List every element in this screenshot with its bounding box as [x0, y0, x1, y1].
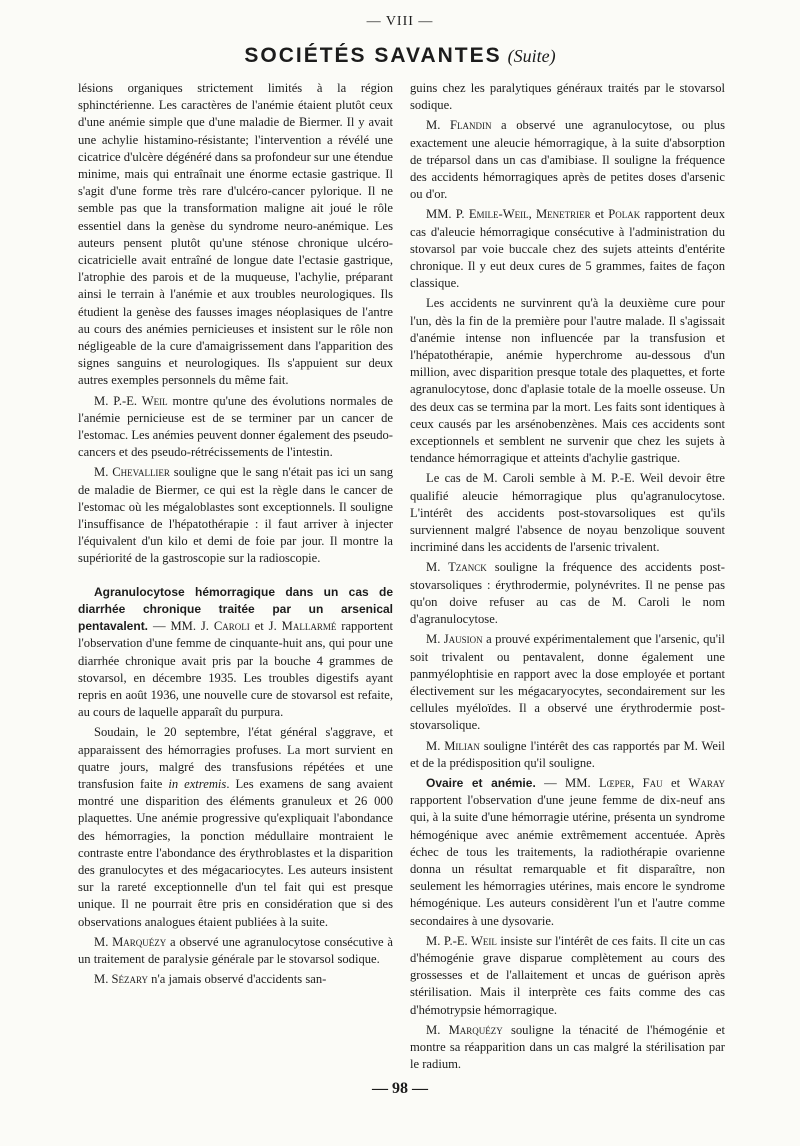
paragraph-text: a observé une agranulocytose consécutive à un traitement de paralysie générale par le stovarsol sodique.: [78, 934, 393, 966]
author-name: M. Marquézy: [94, 934, 167, 949]
article-heading: Agranulocytose hémorragique dans un cas de diarrhée chronique traitée par un arsenical pentavalent.: [78, 584, 393, 634]
author-name: M. Sézary: [94, 972, 148, 987]
article-paragraph: [410, 775, 725, 930]
text: et J.: [249, 619, 282, 634]
paragraph-text: souligne la fréquence des accidents post-stovarsoliques : érythrodermie, polynévrites. Il ne pense pas qu'on doive refuser au cas de M. Caroli le nom d'agranulocytose.: [410, 560, 725, 627]
author-name: Caroli: [213, 619, 250, 634]
paragraph-text: souligne que le sang n'était pas ici un sang de maladie de Biermer, ce qui est la règle dans le cancer de l'estomac où les mégaloblastes sont exceptionnels. Il souligne l'insuffisance de l'hépatothérapie : il faut arriver à injecter l'équivalent d'un kilo et demi de foie par jour. Il montre la supériorité de la gastroscopie sur la radioscopie.: [78, 465, 393, 566]
author-name: Mallarmé: [281, 619, 337, 634]
author-name: M. Flandin: [426, 118, 492, 133]
author-name: Waray: [688, 775, 725, 790]
paragraph-text: insiste sur l'intérêt de ces faits. Il cite un cas d'hémogénie grave disparue complètement au cours des grossesses et de l'allaitement et uncas de guérison après stérilisation. Mais il interprète ces faits comme des cas d'hémotrypsie hémorragique.: [410, 933, 725, 1017]
page-number: — 98 —: [372, 1080, 428, 1097]
paragraph: [410, 559, 725, 628]
article-paragraph: [78, 584, 393, 722]
paragraph: Le cas de M. Caroli semble à M. P.-E. Weil devoir être qualifié aleucie hémorragique plus qu'agranulocytose. L'intérêt des accidents post-stovarsoliques est qu'ils surviennent malgré l'absence de noyau benzolique souvent incriminé dans les accidents de l'arsenic trivalent.: [410, 471, 725, 555]
author-name: Emile-Weil, Menetrier: [468, 207, 591, 222]
text: — MM. J.: [148, 619, 214, 634]
paragraph-text: a prouvé expérimentalement que l'arsenic, qu'il soit trivalent ou pentavalent, donne également une panmyélophtisie en rapport avec la dose employée et portant électivement sur les mégacaryocytes, secondairement sur les cellules myéloïdes. Il a observé une érythrodermie post-stovarsolique.: [410, 632, 725, 733]
left-column: [78, 80, 393, 991]
paragraph-text: n'a jamais observé d'accidents san-: [148, 972, 327, 987]
paragraph: [410, 933, 725, 1019]
italic-phrase: in extremis: [168, 776, 227, 791]
author-name: M. Marquézy: [426, 1022, 503, 1037]
paragraph: [78, 464, 393, 567]
author-name: M. Chevallier: [94, 465, 170, 480]
text: — MM.: [535, 775, 599, 790]
paragraph: [78, 934, 393, 968]
paragraph-text: souligne la ténacité de l'hémogénie et montre sa réapparition dans un cas malgré la stérilisation par le radium.: [410, 1022, 725, 1072]
paragraph: [410, 117, 725, 203]
title-suite: (Suite): [507, 46, 556, 66]
text: et: [662, 775, 689, 790]
author-name: M. P.-E. Weil: [426, 933, 497, 948]
paragraph-text: montre qu'une des évolutions normales de l'anémie pernicieuse est de se terminer par un cancer de l'estomac. Les anémies peuvent donner également des pseudo-cancers et des pseudo-rétrécissements de l'intestin.: [78, 393, 393, 460]
paragraph: [78, 393, 393, 462]
author-name: Polak: [608, 207, 641, 222]
text: Soudain, le 20 septembre, l'état général s'aggrave, et apparaissent des hémorragies profuses. La mort survient en quatre jours, malgré des transfusions répétées et une transfusion faite: [78, 725, 393, 791]
author-name: M. Milian: [426, 738, 480, 753]
paragraph-text: rapportent deux cas d'aleucie hémorragique consécutive à l'administration du stovarsol par voie buccale chez des sujets atteints d'entérite chronique. Il y eut deux cures de 5 grammes, faites de façon classique.: [410, 207, 726, 291]
paragraph: guins chez les paralytiques généraux traités par le stovarsol sodique.: [410, 81, 725, 113]
paragraph: [78, 724, 393, 930]
paragraph: [410, 738, 725, 772]
text: . Les examens de sang avaient montré une disparition des éléments granuleux et 26 000 plaquettes. Une anémie progressive qu'expliquait l'abondance des hémorragies, la ponction médullaire montraient le contraste entre l'abondance des érythroblastes et la disparition des granulocytes et des mégacariocytes. Les auteurs insistent sur la rareté exceptionnelle d'un tel fait qui est presque unique. Il ne pourrait être pris en considération que si des observations analogues étaient publiées à la suite.: [78, 776, 393, 929]
paragraph-text: a observé une agranulocytose, ou plus exactement une aleucie hémorragique, à la suite d'absorption de tréparsol dans un cas d'amibiase. Il souligne la fréquence des accidents hémorragiques après de petites doses d'arsenic ou d'or.: [410, 118, 725, 202]
paragraph: [78, 971, 393, 988]
paragraph-text: rapportent l'observation d'une femme de cinquante-huit ans, qui pour une diarrhée chronique avait pris par la bouche 4 grammes de stovarsol, en décembre 1935. Les troubles digestifs ayant repris en août 1936, une nouvelle cure de stovarsol est refaite, au cours de laquelle apparaît du purpura.: [78, 619, 394, 720]
paragraph: [410, 1022, 725, 1074]
right-column: [410, 80, 725, 1076]
article-heading: Ovaire et anémie.: [426, 775, 536, 790]
section-title: [0, 44, 800, 68]
text: et: [590, 207, 609, 222]
paragraph: Les accidents ne survinrent qu'à la deuxième cure pour l'un, dès la fin de la première pour l'autre malade. Il s'agissait d'anémie intense non influencée par la transfusion et l'hépatothérapie, anémie hyperchrome au-dessous d'un million, avec disparition presque totale des plaquettes, et forte agranulocytose, donc d'aplasie totale de la moelle osseuse. Un des deux cas se termina par la mort. Les faits sont identiques à ceux causés par les arsénobenzènes. Mais ces accidents sont exceptionnels et semblent ne survenir que chez les sujets à tendance hémorragique et atteints d'achylie gastrique.: [410, 296, 725, 466]
paragraph-text: souligne l'intérêt des cas rapportés par M. Weil et de la prédisposition qu'il souligne.: [410, 738, 725, 770]
paragraph: lésions organiques strictement limités à la région sphinctérienne. Les caractères de l'anémie étaient plutôt ceux d'une anémie simple que d'une maladie de Biermer. Il y avait une achylie histamino-résistante; l'intervention a révélé une cicatrice d'ulcère dégénéré dans sa profondeur sur une étendue minime, mais qui entraînait une énorme ectasie gastrique. Il s'agit d'une forme très rare d'ulcéro-cancer pylorique. Il ne semble pas que la transformation maligne ait joué le rôle essentiel dans la genèse du syndrome neuro-anémique. Les auteurs pensent plutôt qu'une sténose chronique ulcéro-cicatricielle avait entraîné de longue date l'ectasie gastrique, l'atrophie des parois et de la muqueuse, l'achylie, préparant ainsi le terrain à l'anémie et aux troubles neurologiques. Ils étudient la genèse des fausses images néoplasiques de l'antre au cours des anémies pernicieuses et insistent sur le rôle non négligeable de la cure d'amaigrissement dans l'apparition des signes sanguins et neurologiques. Ils s'appuient sur deux autres exemples personnels du même fait.: [78, 81, 393, 388]
paragraph: [410, 631, 725, 734]
author-name: Lœper, Fau: [598, 775, 663, 790]
author-name: M. Tzanck: [426, 560, 487, 575]
paragraph-text: rapportent l'observation d'une jeune femme de dix-neuf ans qui, à la suite d'une hémorragie utérine, présenta un syndrome hémogénique avec anémie extrêmement accentuée. Après échec de tous les traitements, la radiothérapie ovarienne donna un résultat remarquable et fit disparaître, non seulement les hémorragies utérines, mais encore le syndrome hémogénique. Les auteurs considèrent l'un et l'autre comme secondaires à une dysovarie.: [410, 793, 725, 928]
paragraph: [410, 206, 725, 292]
folio-roman: — VIII —: [366, 14, 434, 29]
text: MM. P.: [426, 207, 469, 222]
author-name: M. Jausion: [426, 632, 483, 647]
author-name: M. P.-E. Weil: [94, 393, 168, 408]
title-main: SOCIÉTÉS SAVANTES: [244, 44, 502, 67]
